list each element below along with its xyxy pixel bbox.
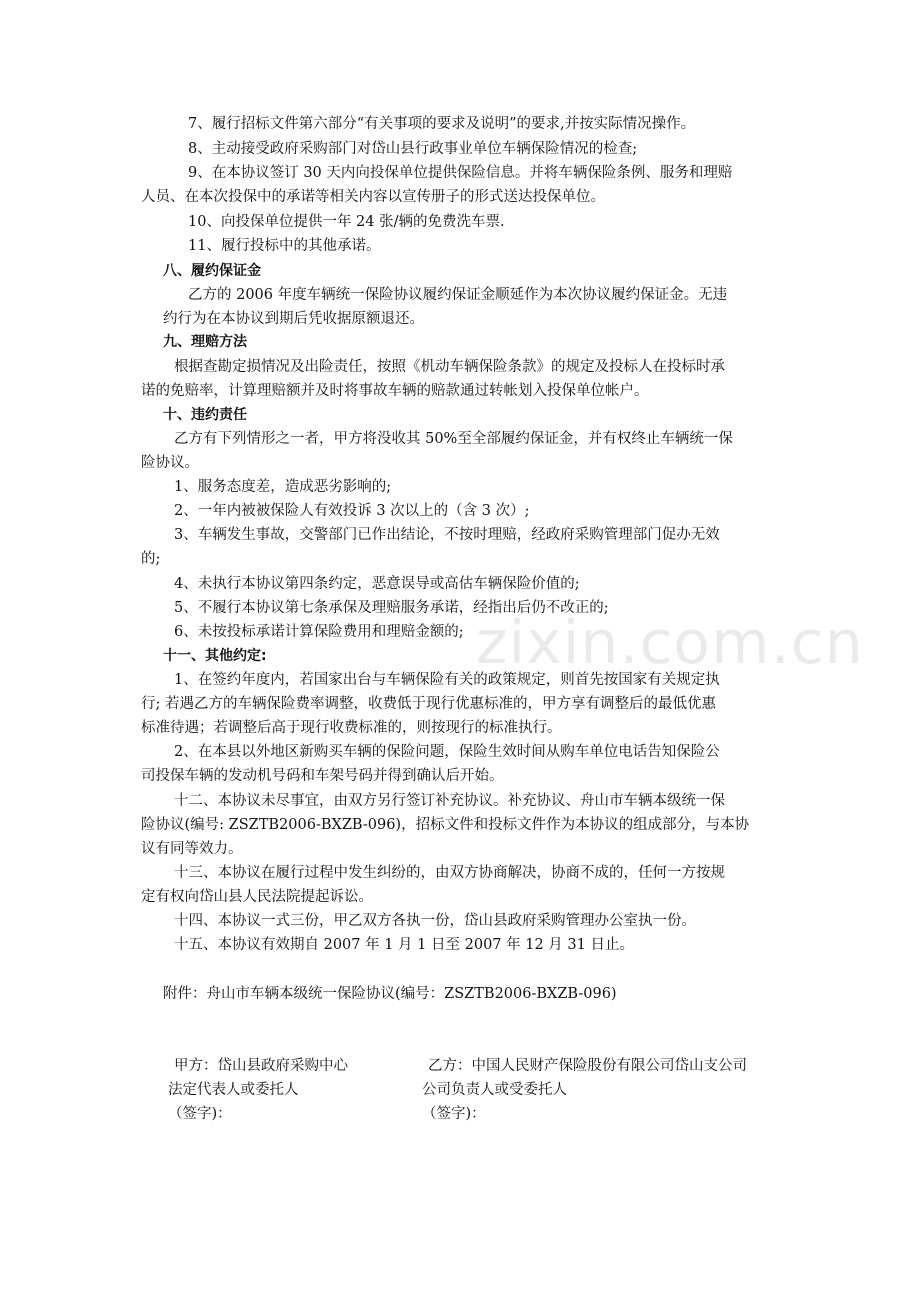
clause-13-cont: 定有权向岱山县人民法院提起诉讼。 — [141, 889, 373, 905]
section-heading-11: 十一、其他约定: — [163, 648, 267, 664]
other-item-1-cont2: 标准待遇；若调整后高于现行收费标准的，则按现行的标准执行。 — [141, 720, 562, 736]
section-heading-10: 十、违约责任 — [163, 407, 247, 423]
party-b-name: 乙方：中国人民财产保险股份有限公司岱山支公司 — [428, 1058, 747, 1074]
clause-9: 9、在本协议签订 30 天内向投保单位提供保险信息。并将车辆保险条例、服务和理赔 — [188, 165, 733, 181]
clause-12-cont: 险协议(编号: ZSZTB2006-BXZB-096)，招标文件和投标文件作为本协议的组成部分，与本协 — [141, 817, 750, 833]
section-heading-9: 九、理赔方法 — [163, 334, 247, 350]
clause-10: 10、向投保单位提供一年 24 张/辆的免费洗车票. — [188, 214, 505, 230]
section-heading-8: 八、履约保证金 — [163, 263, 261, 279]
clause-9-cont: 人员、在本次投保中的承诺等相关内容以宣传册子的形式送达投保单位。 — [141, 189, 605, 205]
other-item-1: 1、在签约年度内，若国家出台与车辆保险有关的政策规定，则首先按国家有关规定执 — [174, 672, 720, 688]
section-8-text-cont: 约行为在本协议到期后凭收据原额退还。 — [163, 311, 424, 327]
breach-item-5: 5、不履行本协议第七条承保及理赔服务承诺，经指出后仍不改正的; — [174, 600, 609, 616]
breach-item-6: 6、未按投标承诺计算保险费用和理赔金额的; — [174, 624, 464, 640]
clause-7: 7、履行招标文件第六部分“有关事项的要求及说明”的要求,并按实际情况操作。 — [188, 116, 696, 132]
section-9-text-cont: 诺的免赔率，计算理赔额并及时将事故车辆的赔款通过转帐划入投保单位帐户。 — [141, 383, 649, 399]
clause-15: 十五、本协议有效期自 2007 年 1 月 1 日至 2007 年 12 月 31 日止。 — [174, 937, 634, 953]
party-b-signature: （签字)： — [422, 1106, 486, 1122]
breach-item-2: 2、一年内被被保险人有效投诉 3 次以上的（含 3 次）; — [174, 503, 530, 519]
breach-item-3-cont: 的; — [141, 551, 161, 567]
party-b-representative: 公司负责人或受委托人 — [422, 1082, 567, 1098]
section-9-text: 根据查勘定损情况及出险责任，按照《机动车辆保险条款》的规定及投标人在投标时承 — [174, 359, 725, 375]
other-item-2-cont: 司投保车辆的发动机号码和车架号码并得到确认后开始。 — [141, 768, 504, 784]
clause-12: 十二、本协议未尽事宜，由双方另行签订补充协议。补充协议、舟山市车辆本级统一保 — [174, 793, 725, 809]
breach-item-3: 3、车辆发生事故，交警部门已作出结论，不按时理赔，经政府采购管理部门促办无效 — [174, 527, 720, 543]
section-8-text: 乙方的 2006 年度车辆统一保险协议履约保证金顺延作为本次协议履约保证金。无违 — [188, 287, 728, 303]
other-item-2: 2、在本县以外地区新购买车辆的保险问题，保险生效时间从购车单位电话告知保险公 — [174, 744, 720, 760]
party-a-signature: （签字)： — [168, 1106, 232, 1122]
section-10-text: 乙方有下列情形之一者，甲方将没收其 50%至全部履约保证金，并有权终止车辆统一保 — [174, 431, 733, 447]
attachment-note: 附件：舟山市车辆本级统一保险协议(编号：ZSZTB2006-BXZB-096) — [163, 986, 617, 1002]
party-a-representative: 法定代表人或委托人 — [168, 1082, 299, 1098]
other-item-1-cont: 行; 若遇乙方的车辆保险费率调整，收费低于现行优惠标准的，甲方享有调整后的最低优惠 — [141, 696, 716, 712]
clause-8: 8、主动接受政府采购部门对岱山县行政事业单位车辆保险情况的检查; — [188, 141, 638, 157]
breach-item-1: 1、服务态度差，造成恶劣影响的; — [174, 479, 392, 495]
breach-item-4: 4、未执行本协议第四条约定，恶意误导或高估车辆保险价值的; — [174, 576, 580, 592]
watermark: zixin.com.cn — [476, 608, 864, 678]
clause-11: 11、履行投标中的其他承诺。 — [188, 238, 381, 254]
clause-14: 十四、本协议一式三份，甲乙双方各执一份，岱山县政府采购管理办公室执一份。 — [174, 913, 696, 929]
section-10-text-cont: 险协议。 — [141, 455, 199, 471]
party-a-name: 甲方：岱山县政府采购中心 — [174, 1058, 348, 1074]
clause-13: 十三、本协议在履行过程中发生纠纷的，由双方协商解决，协商不成的，任何一方按规 — [174, 865, 725, 881]
clause-12-cont2: 议有同等效力。 — [141, 841, 243, 857]
